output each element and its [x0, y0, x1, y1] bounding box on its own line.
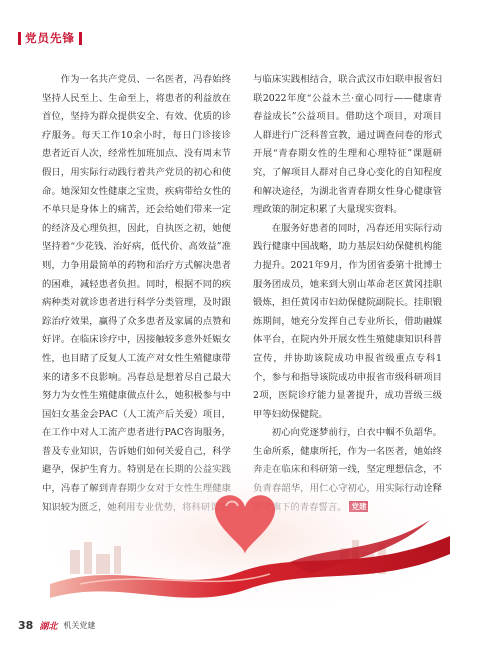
section-tag [18, 30, 82, 46]
section-tag-left-bar [18, 32, 21, 45]
magazine-name: 机关党建 [63, 620, 96, 630]
section-tag-right-bar [79, 32, 82, 45]
article-right-column [253, 71, 442, 517]
article-paragraph: 在服务好患者的同时，冯春还用实际行动践行健康中国战略，助力基层妇幼保健机构能力提升。2021年9月，作为团省委第十批博士服务团成员，她来到大别山革命老区黄冈挂职锻炼，担任黄冈市妇幼保健院副院长。挂职锻炼期间，她充分发挥自己专业所长，借助融媒体平台，在院内外开展女性生殖健康知识科普宣传，并协助该院成功申报省级重点专科1个，参与和指导该院成功申报省市级科研项目2项，医院诊疗能力显著提升，成功晋级三级甲等妇幼保健院。 [253, 222, 442, 420]
article-paragraph-text: 初心向党逐梦前行，白衣中帼不负韶华。生命所系，健康所托，作为一名医者，她始终 [253, 427, 442, 457]
magazine-brand-logo: 湖北 [39, 621, 58, 632]
article-paragraph: 与临床实践相结合，联合武汉市妇联申报省妇联2022年度“公益木兰·童心同行——健康青春益成长”公益项目。借助这个项目，对项目人群进行广泛科普宣教，通过调查问卷的形式开展“青春期女性的生理和心理特征”课题研究，了解项目人群对自己身心变化的自知程度和解决途径，为湖北省青春期女性身心健康管理政策的制定积累了大量现实资料。 [253, 74, 442, 216]
article-left-column [42, 71, 231, 517]
page-number: 38 [18, 618, 34, 632]
decorative-ribbon-heart-illustration [40, 462, 460, 612]
section-label: 党员先锋 [25, 31, 75, 45]
article-paragraph: 作为一名共产党员、一名医者，冯春始终坚持人民至上、生命至上，将患者的利益放在首位，坚持为群众提供安全、有效、优质的诊疗服务。每天工作10余小时，每日门诊接诊患者近百人次，经常性加班加点、没有周末节假日，用实际行动践行着共产党员的初心和使命。她深知女性健康之宝贵，疾病带给女性的不单只是身体上的痛苦，还会给她们带来一定的经济及心理负担，因此，自执医之初，她便坚持着“少花钱、治好病，低代价、高效益”准则，力争用最简单的药物和治疗方式解决患者的困难，减轻患者负担。同时，根据不同的疾病种类对就诊患者进行科学分类管理，及时跟踪治疗效果，赢得了众多患者及家属的点赞和好评。在临床诊疗中，因接触较多意外妊娠女性，也目睹了反复人工流产对女性生殖健康带来的诸多不良影响。冯春总是想着尽自己最大努力为女性生殖健康做点什么，她积极参与中国妇女基金会PAC（人工流产后关爱）项目，在工作中对人工流产患者进行PAC咨询服务，普及专业知识，告诉她们如何关爱自己，科学 [42, 74, 231, 457]
page-footer [18, 617, 95, 633]
article-body [42, 71, 442, 517]
